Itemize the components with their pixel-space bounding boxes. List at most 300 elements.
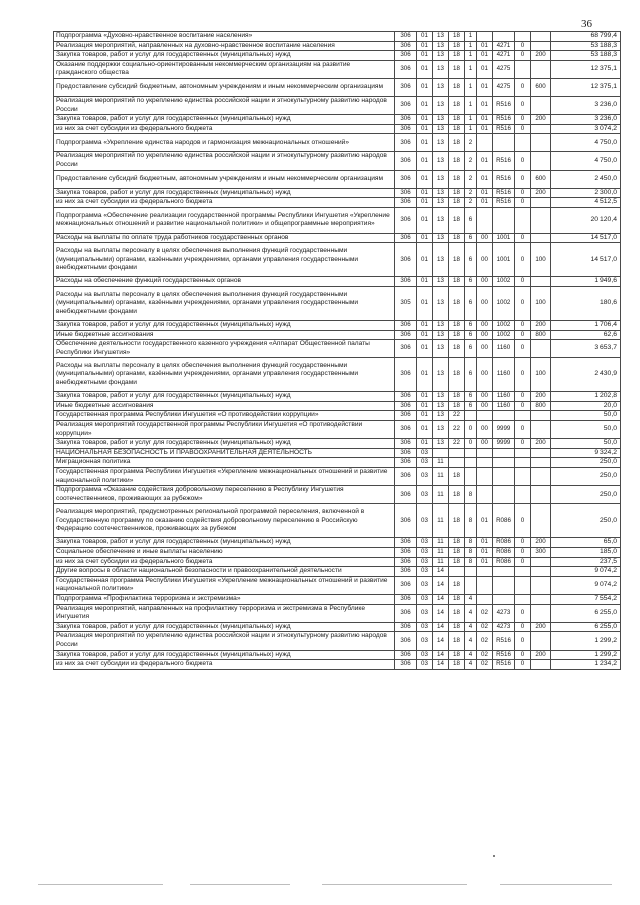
admin-code-cell: 306 [395, 340, 417, 358]
program-code-cell: 22 [449, 421, 465, 439]
expense-type-code-cell [531, 198, 551, 208]
scan-speck [493, 855, 495, 857]
row-name-cell: Закупка товаров, работ и услуг для государственных (муниципальных) нужд [54, 320, 395, 330]
section-code-cell: 03 [417, 622, 433, 632]
section-code-cell: 01 [417, 340, 433, 358]
subprogram-code-cell: 8 [465, 538, 477, 548]
budget-table-body [54, 32, 621, 670]
row-name-cell: Государственная программа Республики Ингушетия «Укрепление межнациональных отношений и развитие национальной политики» [54, 468, 395, 486]
program-code-cell: 18 [449, 41, 465, 51]
amount-cell: 14 517,0 [551, 243, 621, 277]
row-name-cell: Социальное обеспечение и иные выплаты населению [54, 548, 395, 558]
admin-code-cell: 306 [395, 660, 417, 670]
expense-type-code-cell: 200 [531, 392, 551, 402]
table-row [54, 604, 621, 622]
subprogram-code-cell: 1 [465, 78, 477, 96]
section-code-cell: 03 [417, 594, 433, 604]
amount-cell: 4 512,5 [551, 198, 621, 208]
footer-rule [38, 884, 163, 885]
table-row [54, 340, 621, 358]
event-code-cell: 02 [477, 622, 493, 632]
program-code-cell: 18 [449, 207, 465, 233]
event-code-cell: 00 [477, 320, 493, 330]
section-code-cell: 03 [417, 538, 433, 548]
expense-type-code-cell [531, 660, 551, 670]
expense-type-code-cell [531, 411, 551, 421]
amount-cell: 237,5 [551, 557, 621, 567]
direction-code-cell: 1001 [493, 243, 515, 277]
section-code-cell: 03 [417, 448, 433, 458]
event-code-cell [477, 32, 493, 42]
admin-code-cell: 306 [395, 439, 417, 449]
row-name-cell: из них за счет субсидии из федерального бюджета [54, 124, 395, 134]
direction-code-cell: R086 [493, 538, 515, 548]
amount-cell: 9 074,2 [551, 567, 621, 577]
event-code-cell: 01 [477, 198, 493, 208]
expense-type-code-cell: 200 [531, 188, 551, 198]
table-row [54, 458, 621, 468]
admin-code-cell: 306 [395, 411, 417, 421]
direction-suffix-cell: 0 [515, 504, 531, 538]
table-row [54, 632, 621, 650]
admin-code-cell: 306 [395, 567, 417, 577]
admin-code-cell: 306 [395, 486, 417, 504]
row-name-cell: Расходы на выплаты по оплате труда работников государственных органов [54, 233, 395, 243]
admin-code-cell: 306 [395, 78, 417, 96]
section-code-cell: 01 [417, 439, 433, 449]
amount-cell: 4 750,0 [551, 134, 621, 152]
amount-cell: 1 234,2 [551, 660, 621, 670]
row-name-cell: Предоставление субсидий бюджетным, автономным учреждениям и иным некоммерческим организациям [54, 170, 395, 188]
program-code-cell: 18 [449, 134, 465, 152]
expense-type-code-cell [531, 604, 551, 622]
admin-code-cell: 306 [395, 330, 417, 340]
subsection-code-cell: 13 [433, 152, 449, 170]
expense-type-code-cell: 800 [531, 330, 551, 340]
event-code-cell: 01 [477, 60, 493, 78]
expense-type-code-cell [531, 233, 551, 243]
program-code-cell [449, 458, 465, 468]
program-code-cell: 18 [449, 358, 465, 392]
subprogram-code-cell: 4 [465, 650, 477, 660]
program-code-cell: 18 [449, 557, 465, 567]
amount-cell: 6 255,0 [551, 604, 621, 622]
subprogram-code-cell: 6 [465, 330, 477, 340]
program-code-cell [449, 448, 465, 458]
admin-code-cell: 306 [395, 233, 417, 243]
direction-suffix-cell: 0 [515, 286, 531, 320]
direction-suffix-cell: 0 [515, 401, 531, 411]
subsection-code-cell: 14 [433, 604, 449, 622]
table-row [54, 198, 621, 208]
row-name-cell: из них за счет субсидии из федерального бюджета [54, 660, 395, 670]
expense-type-code-cell [531, 421, 551, 439]
event-code-cell: 01 [477, 124, 493, 134]
direction-code-cell: 4275 [493, 78, 515, 96]
event-code-cell: 01 [477, 41, 493, 51]
direction-suffix-cell [515, 207, 531, 233]
section-code-cell: 01 [417, 401, 433, 411]
program-code-cell: 18 [449, 51, 465, 61]
amount-cell: 250,0 [551, 468, 621, 486]
direction-code-cell [493, 468, 515, 486]
expense-type-code-cell [531, 567, 551, 577]
event-code-cell: 01 [477, 152, 493, 170]
expense-type-code-cell [531, 504, 551, 538]
table-row [54, 96, 621, 114]
program-code-cell: 18 [449, 124, 465, 134]
admin-code-cell: 306 [395, 576, 417, 594]
amount-cell: 3 074,2 [551, 124, 621, 134]
amount-cell: 250,0 [551, 504, 621, 538]
direction-suffix-cell: 0 [515, 340, 531, 358]
event-code-cell: 00 [477, 286, 493, 320]
admin-code-cell: 306 [395, 152, 417, 170]
subsection-code-cell: 14 [433, 632, 449, 650]
direction-suffix-cell: 0 [515, 115, 531, 125]
table-row [54, 233, 621, 243]
section-code-cell: 03 [417, 604, 433, 622]
amount-cell: 6 255,0 [551, 622, 621, 632]
event-code-cell: 00 [477, 392, 493, 402]
row-name-cell: Реализация мероприятий по укреплению единства российской нации и этнокультурному развитию народов России [54, 632, 395, 650]
amount-cell: 3 236,0 [551, 115, 621, 125]
table-row [54, 277, 621, 287]
direction-suffix-cell: 0 [515, 170, 531, 188]
admin-code-cell: 306 [395, 60, 417, 78]
row-name-cell: из них за счет субсидии из федерального бюджета [54, 557, 395, 567]
row-name-cell: Иные бюджетные ассигнования [54, 401, 395, 411]
amount-cell: 250,0 [551, 458, 621, 468]
subsection-code-cell: 14 [433, 576, 449, 594]
subsection-code-cell: 14 [433, 594, 449, 604]
section-code-cell: 01 [417, 320, 433, 330]
program-code-cell: 18 [449, 330, 465, 340]
expense-type-code-cell [531, 594, 551, 604]
subprogram-code-cell: 6 [465, 340, 477, 358]
admin-code-cell: 306 [395, 392, 417, 402]
program-code-cell [449, 567, 465, 577]
subprogram-code-cell: 1 [465, 60, 477, 78]
admin-code-cell: 306 [395, 115, 417, 125]
direction-code-cell: 1160 [493, 392, 515, 402]
event-code-cell: 00 [477, 340, 493, 358]
row-name-cell: Закупка товаров, работ и услуг для государственных (муниципальных) нужд [54, 439, 395, 449]
expense-type-code-cell [531, 134, 551, 152]
row-name-cell: Закупка товаров, работ и услуг для государственных (муниципальных) нужд [54, 188, 395, 198]
amount-cell: 53 188,3 [551, 51, 621, 61]
direction-code-cell [493, 486, 515, 504]
direction-suffix-cell: 0 [515, 124, 531, 134]
event-code-cell: 01 [477, 78, 493, 96]
section-code-cell: 01 [417, 115, 433, 125]
table-row [54, 243, 621, 277]
direction-code-cell: 4275 [493, 60, 515, 78]
subprogram-code-cell: 1 [465, 124, 477, 134]
subsection-code-cell: 11 [433, 504, 449, 538]
direction-code-cell: R516 [493, 170, 515, 188]
direction-suffix-cell [515, 411, 531, 421]
program-code-cell: 18 [449, 538, 465, 548]
amount-cell: 12 375,1 [551, 60, 621, 78]
expense-type-code-cell: 200 [531, 622, 551, 632]
program-code-cell: 18 [449, 115, 465, 125]
subprogram-code-cell: 1 [465, 115, 477, 125]
section-code-cell: 01 [417, 152, 433, 170]
section-code-cell: 03 [417, 486, 433, 504]
admin-code-cell: 306 [395, 170, 417, 188]
program-code-cell: 22 [449, 439, 465, 449]
row-name-cell: Расходы на обеспечение функций государственных органов [54, 277, 395, 287]
table-row [54, 32, 621, 42]
amount-cell: 2 300,0 [551, 188, 621, 198]
admin-code-cell: 306 [395, 632, 417, 650]
direction-code-cell: R516 [493, 198, 515, 208]
section-code-cell: 01 [417, 32, 433, 42]
subsection-code-cell: 13 [433, 320, 449, 330]
direction-suffix-cell [515, 32, 531, 42]
program-code-cell: 18 [449, 60, 465, 78]
subsection-code-cell: 13 [433, 134, 449, 152]
table-row [54, 557, 621, 567]
expense-type-code-cell: 100 [531, 286, 551, 320]
row-name-cell: Подпрограмма «Профилактика терроризма и экстремизма» [54, 594, 395, 604]
table-row [54, 486, 621, 504]
subsection-code-cell: 13 [433, 96, 449, 114]
expense-type-code-cell [531, 458, 551, 468]
direction-suffix-cell [515, 448, 531, 458]
expense-type-code-cell: 600 [531, 170, 551, 188]
footer-rule [322, 884, 467, 885]
row-name-cell: Предоставление субсидий бюджетным, автономным учреждениям и иным некоммерческим организациям [54, 78, 395, 96]
direction-code-cell: 4271 [493, 41, 515, 51]
row-name-cell: Миграционная политика [54, 458, 395, 468]
direction-suffix-cell [515, 567, 531, 577]
subsection-code-cell: 13 [433, 32, 449, 42]
row-name-cell: Реализация мероприятий, направленных на духовно-нравственное воспитание населения [54, 41, 395, 51]
event-code-cell: 01 [477, 188, 493, 198]
section-code-cell: 01 [417, 233, 433, 243]
program-code-cell: 18 [449, 233, 465, 243]
subsection-code-cell: 13 [433, 207, 449, 233]
subsection-code-cell: 13 [433, 411, 449, 421]
section-code-cell: 03 [417, 660, 433, 670]
event-code-cell: 00 [477, 243, 493, 277]
row-name-cell: Расходы на выплаты персоналу в целях обеспечения выполнения функций государственными (муниципальными) органами, казёнными учреждениями, органами управления государственными внебюджетными фондами [54, 286, 395, 320]
subsection-code-cell: 13 [433, 198, 449, 208]
table-row [54, 660, 621, 670]
direction-code-cell: 9999 [493, 439, 515, 449]
amount-cell: 1 299,2 [551, 632, 621, 650]
subprogram-code-cell: 8 [465, 504, 477, 538]
subsection-code-cell: 14 [433, 660, 449, 670]
amount-cell: 2 450,0 [551, 170, 621, 188]
table-row [54, 504, 621, 538]
subsection-code-cell: 13 [433, 286, 449, 320]
amount-cell: 9 074,2 [551, 576, 621, 594]
section-code-cell: 03 [417, 548, 433, 558]
direction-suffix-cell: 0 [515, 51, 531, 61]
program-code-cell: 18 [449, 660, 465, 670]
row-name-cell: Обеспечение деятельности государственного казенного учреждения «Аппарат Общественной палаты Республики Ингушетия» [54, 340, 395, 358]
event-code-cell [477, 567, 493, 577]
amount-cell: 9 324,2 [551, 448, 621, 458]
event-code-cell: 01 [477, 51, 493, 61]
direction-code-cell: R516 [493, 115, 515, 125]
admin-code-cell: 306 [395, 650, 417, 660]
program-code-cell: 18 [449, 198, 465, 208]
subsection-code-cell: 11 [433, 486, 449, 504]
expense-type-code-cell: 100 [531, 243, 551, 277]
direction-suffix-cell: 0 [515, 421, 531, 439]
expense-type-code-cell: 200 [531, 51, 551, 61]
direction-suffix-cell: 0 [515, 243, 531, 277]
subprogram-code-cell: 8 [465, 548, 477, 558]
row-name-cell: Расходы на выплаты персоналу в целях обеспечения выполнения функций государственными (муниципальными) органами, казёнными учреждениями, органами управления государственными внебюджетными фондами [54, 358, 395, 392]
program-code-cell: 18 [449, 632, 465, 650]
direction-code-cell [493, 576, 515, 594]
expense-type-code-cell: 100 [531, 358, 551, 392]
row-name-cell: Другие вопросы в области национальной безопасности и правоохранительной деятельности [54, 567, 395, 577]
section-code-cell: 03 [417, 632, 433, 650]
row-name-cell: из них за счет субсидии из федерального бюджета [54, 198, 395, 208]
amount-cell: 20,0 [551, 401, 621, 411]
subprogram-code-cell: 6 [465, 207, 477, 233]
subprogram-code-cell: 4 [465, 632, 477, 650]
direction-suffix-cell: 0 [515, 358, 531, 392]
subsection-code-cell: 11 [433, 468, 449, 486]
section-code-cell: 01 [417, 286, 433, 320]
program-code-cell: 18 [449, 243, 465, 277]
direction-code-cell: R086 [493, 548, 515, 558]
direction-suffix-cell: 0 [515, 622, 531, 632]
direction-code-cell: R516 [493, 96, 515, 114]
admin-code-cell: 306 [395, 134, 417, 152]
row-name-cell: Реализация мероприятий, направленных на профилактику терроризма и экстремизма в Республике Ингушетия [54, 604, 395, 622]
amount-cell: 50,0 [551, 439, 621, 449]
event-code-cell: 00 [477, 330, 493, 340]
section-code-cell: 01 [417, 277, 433, 287]
table-row [54, 188, 621, 198]
subsection-code-cell: 13 [433, 439, 449, 449]
section-code-cell: 03 [417, 458, 433, 468]
subsection-code-cell: 13 [433, 340, 449, 358]
expense-type-code-cell [531, 96, 551, 114]
subprogram-code-cell: 6 [465, 286, 477, 320]
amount-cell: 1 949,6 [551, 277, 621, 287]
admin-code-cell: 306 [395, 401, 417, 411]
expense-type-code-cell [531, 557, 551, 567]
table-row [54, 152, 621, 170]
event-code-cell: 01 [477, 115, 493, 125]
subsection-code-cell: 13 [433, 41, 449, 51]
direction-suffix-cell: 0 [515, 392, 531, 402]
admin-code-cell: 306 [395, 448, 417, 458]
event-code-cell: 02 [477, 604, 493, 622]
subsection-code-cell: 13 [433, 124, 449, 134]
row-name-cell: Подпрограмма «Укрепление единства народов и гармонизация межнациональных отношений» [54, 134, 395, 152]
program-code-cell: 18 [449, 504, 465, 538]
section-code-cell: 01 [417, 96, 433, 114]
expense-type-code-cell: 200 [531, 320, 551, 330]
program-code-cell: 18 [449, 170, 465, 188]
subsection-code-cell: 14 [433, 622, 449, 632]
direction-suffix-cell: 0 [515, 538, 531, 548]
expense-type-code-cell: 800 [531, 401, 551, 411]
section-code-cell: 01 [417, 124, 433, 134]
subprogram-code-cell: 6 [465, 233, 477, 243]
subsection-code-cell: 13 [433, 421, 449, 439]
section-code-cell: 01 [417, 188, 433, 198]
section-code-cell: 01 [417, 78, 433, 96]
row-name-cell: Закупка товаров, работ и услуг для государственных (муниципальных) нужд [54, 538, 395, 548]
direction-code-cell [493, 448, 515, 458]
footer-rule [190, 884, 290, 885]
row-name-cell: Закупка товаров, работ и услуг для государственных (муниципальных) нужд [54, 622, 395, 632]
direction-suffix-cell [515, 576, 531, 594]
section-code-cell: 01 [417, 358, 433, 392]
subprogram-code-cell: 2 [465, 152, 477, 170]
row-name-cell: Подпрограмма «Обеспечение реализации государственной программы Республики Ингушетия «Укрепление межнациональных отношений и развитие национальной политики» и общепрограммные мероприятия» [54, 207, 395, 233]
subsection-code-cell: 13 [433, 51, 449, 61]
direction-code-cell: 4273 [493, 604, 515, 622]
direction-suffix-cell [515, 60, 531, 78]
subprogram-code-cell: 4 [465, 604, 477, 622]
event-code-cell [477, 411, 493, 421]
direction-suffix-cell [515, 468, 531, 486]
row-name-cell: Государственная программа Республики Ингушетия «Укрепление межнациональных отношений и развитие национальной политики» [54, 576, 395, 594]
expense-type-code-cell [531, 207, 551, 233]
amount-cell: 65,0 [551, 538, 621, 548]
event-code-cell [477, 458, 493, 468]
table-row [54, 207, 621, 233]
subsection-code-cell: 13 [433, 392, 449, 402]
admin-code-cell: 306 [395, 557, 417, 567]
event-code-cell: 01 [477, 504, 493, 538]
direction-suffix-cell: 0 [515, 330, 531, 340]
event-code-cell: 01 [477, 538, 493, 548]
admin-code-cell: 306 [395, 458, 417, 468]
amount-cell: 12 375,1 [551, 78, 621, 96]
row-name-cell: Закупка товаров, работ и услуг для государственных (муниципальных) нужд [54, 51, 395, 61]
direction-suffix-cell: 0 [515, 78, 531, 96]
program-code-cell: 18 [449, 96, 465, 114]
event-code-cell: 02 [477, 632, 493, 650]
direction-code-cell: R086 [493, 557, 515, 567]
expense-type-code-cell [531, 60, 551, 78]
table-row [54, 134, 621, 152]
table-row [54, 650, 621, 660]
admin-code-cell: 306 [395, 468, 417, 486]
admin-code-cell: 306 [395, 188, 417, 198]
amount-cell: 62,6 [551, 330, 621, 340]
direction-code-cell [493, 567, 515, 577]
table-row [54, 421, 621, 439]
subsection-code-cell [433, 448, 449, 458]
table-row [54, 41, 621, 51]
event-code-cell: 01 [477, 170, 493, 188]
admin-code-cell: 306 [395, 277, 417, 287]
table-row [54, 60, 621, 78]
direction-code-cell [493, 134, 515, 152]
subprogram-code-cell [465, 411, 477, 421]
event-code-cell: 00 [477, 421, 493, 439]
expense-type-code-cell: 300 [531, 548, 551, 558]
expense-type-code-cell [531, 486, 551, 504]
row-name-cell: Закупка товаров, работ и услуг для государственных (муниципальных) нужд [54, 115, 395, 125]
row-name-cell: Иные бюджетные ассигнования [54, 330, 395, 340]
program-code-cell: 18 [449, 78, 465, 96]
